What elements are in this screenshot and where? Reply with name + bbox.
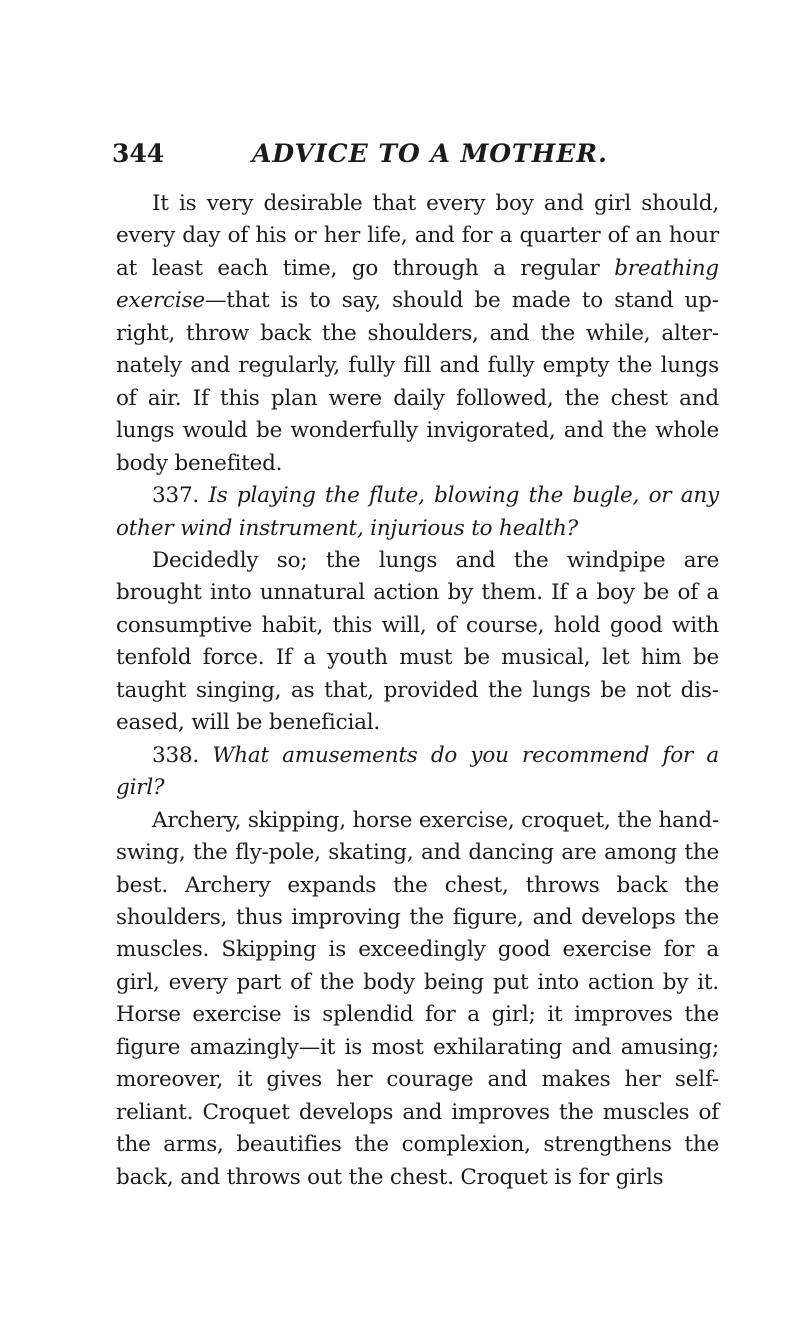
question-337 [116,480,719,545]
question-338 [116,740,719,805]
paragraph-text-continued: —that is to say, should be made to stand upright, throw back the shoulders, and the while, alternately and regularly, fully fill and fully empty the lungs of air. If this plan were daily followed, the chest and lungs would be wonderfully invigorated, and the whole body benefited. [116,288,719,476]
paragraph-text: It is very desirable that every boy and girl should, every day of his or her life, and for a quarter of an hour at least each time, go through a regular [116,191,719,281]
emphasized-phrase: breathing exercise [116,255,719,314]
question-number: 337. [152,483,200,509]
question-text: Is playing the flute, blowing the bugle, or any other wind instrument, injurious to health? [116,483,719,541]
answer-337 [116,545,719,740]
answer-text: Archery, skipping, horse exercise, croquet, the hand-swing, the fly-pole, skating, and dancing are among the best. Archery expands the chest, throws back the shoulders, thus improving the figure, and develops the muscles. Skipping is exceedingly good exercise for a girl, every part of the body being put into action by it. Horse exercise is splendid for a girl; it improves the figure amazingly—it is most exhilarating and amusing; moreover, it gives her courage and makes her self-reliant. Croquet develops and improves the muscles of the arms, beautifies the complexion, strengthens the back, and throws out the chest. Croquet is for girls [116,807,720,1190]
page-number: 344 [112,139,165,168]
running-head [112,137,732,171]
running-title: ADVICE TO A MOTHER. [252,139,608,168]
answer-text: Decidedly so; the lungs and the windpipe are brought into unnatural action by them. If a boy be of a consumptive habit, this will, of course, hold good with tenfold force. If a youth must be musical, let him be taught singing, as that, provided the lungs be not diseased, will be beneficial. [116,547,719,736]
answer-338 [116,805,719,1194]
question-number: 338. [152,742,200,768]
paragraph-breathing-exercise [116,188,719,480]
question-text: What amusements do you recommend for a girl? [116,742,719,801]
body-text [116,188,719,1194]
